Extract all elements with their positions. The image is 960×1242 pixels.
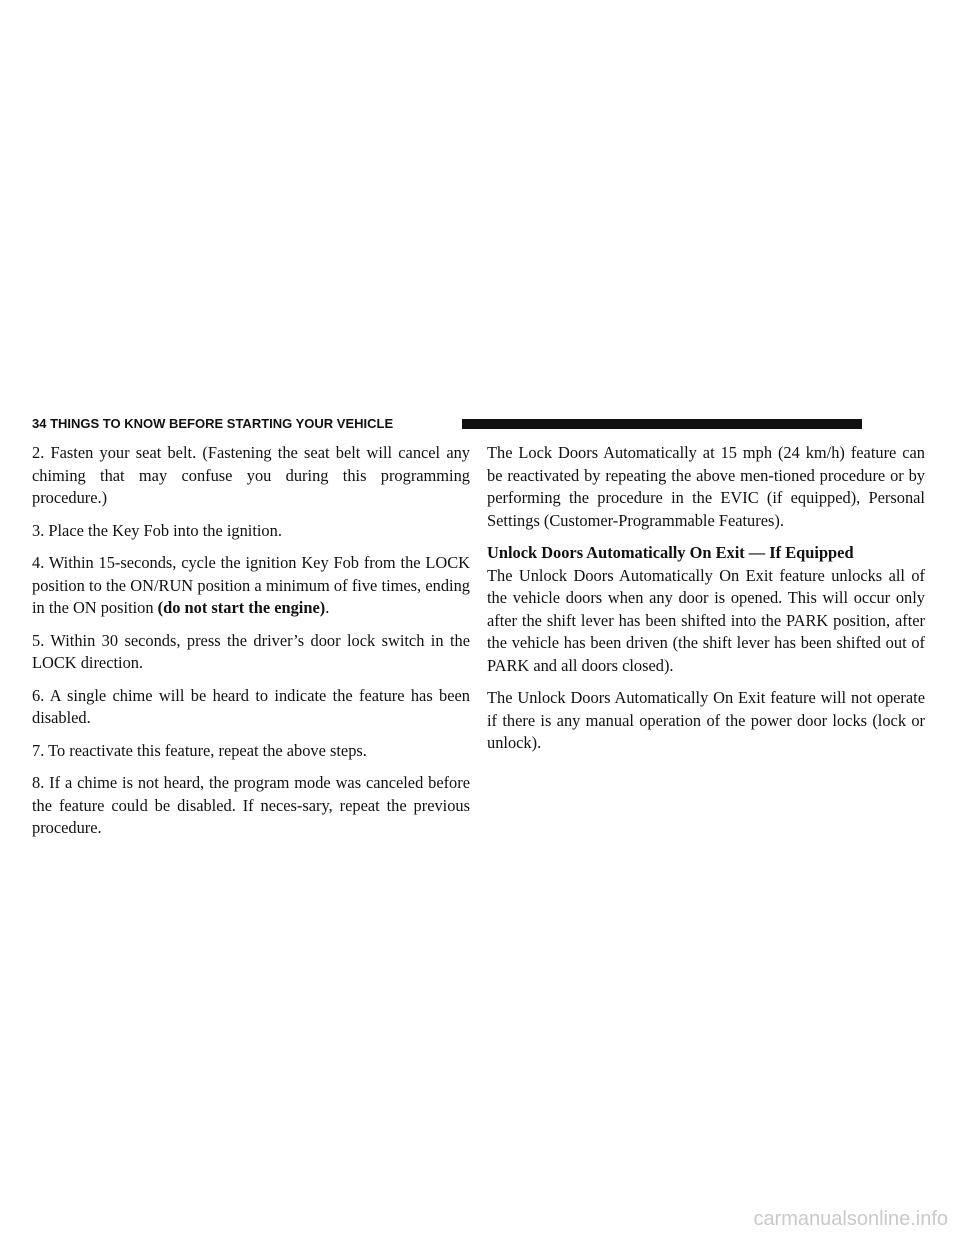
header-rule — [462, 419, 862, 429]
step-6: 6. A single chime will be heard to indicate the feature has been disabled. — [32, 685, 470, 727]
unlock-description: The Unlock Doors Automatically On Exit feature unlocks all of the vehicle doors when any door is opened. This will occur only after the shift lever has been shifted into the PARK position, after the vehicle has been driven (the shift lever has been shifted out of PARK and all doors closed). — [487, 565, 925, 675]
step-4-end: . — [325, 598, 330, 617]
step-2: 2. Fasten your seat belt. (Fastening the seat belt will cancel any chiming that may confuse you during this programming procedure.) — [32, 443, 470, 507]
step-4 — [32, 552, 470, 620]
left-column — [32, 442, 470, 850]
step-7: 7. To reactivate this feature, repeat the above steps. — [32, 740, 367, 760]
step-3: 3. Place the Key Fob into the ignition. — [32, 520, 282, 540]
step-8: 8. If a chime is not heard, the program mode was canceled before the feature could be disabled. If neces-sary, repeat the previous procedure. — [32, 773, 470, 837]
step-4-bold: (do not start the engine) — [157, 598, 326, 617]
section-heading: Unlock Doors Automatically On Exit — If Equipped — [487, 543, 854, 562]
page-header-title: 34 THINGS TO KNOW BEFORE STARTING YOUR VEHICLE — [32, 416, 399, 432]
watermark-text: carmanualsonline.info — [753, 1208, 948, 1230]
step-4-text: 4. Within 15-seconds, cycle the ignition Key Fob from the LOCK position to the ON/RUN position a minimum of five times, ending in the ON position — [32, 553, 470, 617]
reactivation-paragraph: The Lock Doors Automatically at 15 mph (24 km/h) feature can be reactivated by repeating the above men-tioned procedure or by performing the procedure in the EVIC (if equipped), Personal Settings (Customer-Programmable Features). — [487, 443, 925, 530]
page-header — [32, 416, 862, 432]
unlock-note: The Unlock Doors Automatically On Exit feature will not operate if there is any manual operation of the power door locks (lock or unlock). — [487, 688, 925, 752]
right-column — [487, 442, 925, 765]
step-5: 5. Within 30 seconds, press the driver’s door lock switch in the LOCK direction. — [32, 630, 470, 672]
